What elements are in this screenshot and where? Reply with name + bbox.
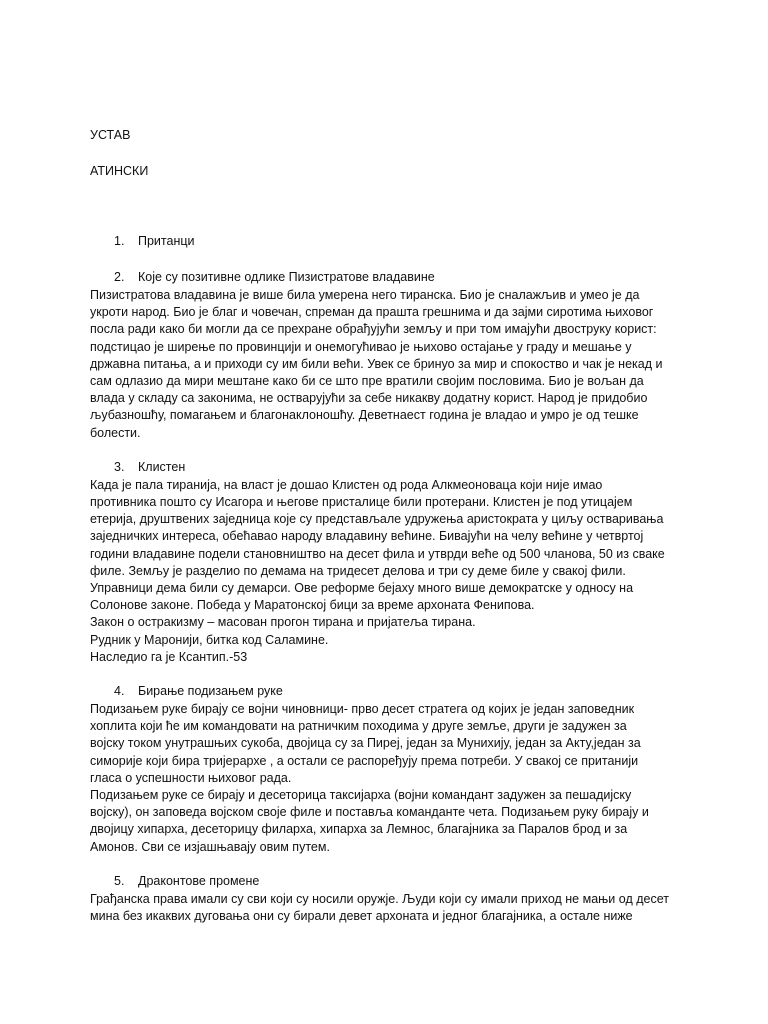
paragraph-line: државна питања, а и приходи су им били већи. Увек се бринуо за мир и спокоство и чак је некад и bbox=[90, 356, 663, 371]
section-4 bbox=[90, 682, 690, 856]
paragraph-line: сам одлазио да мири мештане како би се што пре вратили својим пословима. Био је вољан да bbox=[90, 374, 644, 389]
paragraph-line: болести. bbox=[90, 425, 141, 440]
document-page bbox=[90, 126, 690, 941]
paragraph-line: љубазношћу, помагањем и благонаклоношћу. Деветнаест година је владао и умро је од тешке bbox=[90, 408, 639, 423]
section-heading bbox=[90, 682, 690, 700]
section-paragraph bbox=[90, 477, 690, 666]
paragraph-line: етерија, друштвених заједница које су представљале удружења аристократа у циљу остваривања bbox=[90, 512, 664, 527]
document-subtitle: АТИНСКИ bbox=[90, 164, 149, 178]
section-2 bbox=[90, 268, 690, 442]
section-heading bbox=[90, 458, 690, 476]
paragraph-line: Амонов. Сви се изјашњавају овим путем. bbox=[90, 839, 330, 854]
paragraph-line: Наследио га је Ксантип.-53 bbox=[90, 649, 248, 664]
section-number: 2. bbox=[114, 270, 125, 284]
section-paragraph bbox=[90, 891, 690, 925]
paragraph-line: мина без икаквих дуговања они су бирали девет архоната и једног благајника, а остале ниже bbox=[90, 909, 633, 924]
document-title: УСТАВ bbox=[90, 128, 131, 142]
paragraph-line: хоплита који ће им командовати на ратничким походима у друге земље, други је задужен за bbox=[90, 719, 627, 734]
paragraph-line: симорије који бира тријерархе , а остали се распоређују према потреби. У свакој се пританији bbox=[90, 753, 639, 768]
paragraph-line: двојицу хипарха, десеторицу филарха, хипарха за Лемнос, благајника за Паралов брод и за bbox=[90, 822, 628, 837]
paragraph-line: посла ради како би могли да се прехране обрађујући земљу и при том имајући двоструку корист: bbox=[90, 322, 657, 337]
paragraph-line: заједничких интереса, обећавао народу владавину већине. Бивајући на челу већине у четвртој bbox=[90, 529, 644, 544]
section-heading bbox=[90, 232, 690, 250]
paragraph-line: Закон о остракизму – масован прогон тирана и пријатеља тирана. bbox=[90, 615, 476, 630]
section-heading-text: Бирање подизањем руке bbox=[138, 684, 283, 699]
paragraph-line: години владавине подели становништво на десет фила и утврди веће од 500 чланова, 50 из сваке bbox=[90, 546, 665, 561]
section-paragraph bbox=[90, 701, 690, 856]
sections-container bbox=[90, 232, 690, 925]
section-1 bbox=[90, 232, 690, 250]
paragraph-line: Солонове законе. Победа у Маратонској бици за време архоната Фенипова. bbox=[90, 598, 535, 613]
paragraph-line: укроти народ. Био је благ и човечан, спреман да прашта грешнима и да зајми сиротима њиховог bbox=[90, 305, 654, 320]
paragraph-line: Подизањем руке се бирају и десеторица таксијарха (војни командант задужен за пешадијску bbox=[90, 788, 632, 803]
section-number: 4. bbox=[114, 684, 125, 699]
section-5 bbox=[90, 872, 690, 925]
paragraph-line: противника пошто су Исагора и његове присталице били протерани. Клистен је под утицајем bbox=[90, 495, 633, 510]
paragraph-line: војску током унутрашњих сукоба, двојица су за Пиреј, један за Мунихију, један за Акту,један за bbox=[90, 736, 641, 751]
section-heading bbox=[90, 872, 690, 890]
paragraph-line: Рудник у Маронији, битка код Саламине. bbox=[90, 632, 329, 647]
paragraph-line: војску), он заповеда војском своје филе и поставља команданте чета. Подизањем руку бирају и bbox=[90, 805, 649, 820]
paragraph-line: Пизистратова владавина је више била умерена него тиранска. Био је сналажљив и умео је да bbox=[90, 288, 640, 302]
section-number: 1. bbox=[114, 234, 125, 248]
section-heading-text: Које су позитивне одлике Пизистратове владавине bbox=[138, 270, 435, 284]
paragraph-line: филе. Земљу је разделио по демама на тридесет делова и три су деме биле у свакој фили. bbox=[90, 563, 626, 578]
paragraph-line: влада у складу са законима, не остварујући за себе никакву додатну корист. Народ је придобио bbox=[90, 391, 648, 406]
section-heading-text: Клистен bbox=[138, 459, 186, 474]
section-paragraph bbox=[90, 287, 690, 442]
paragraph-line: Када је пала тиранија, на власт је дошао Клистен од рода Алкмеоноваца који није имао bbox=[90, 477, 603, 492]
paragraph-line: Грађанска права имали су сви који су носили оружје. Људи који су имали приход не мањи од десет bbox=[90, 891, 669, 906]
paragraph-line: Управници дема били су демарси. Ове реформе бејаху много више демократске у односу на bbox=[90, 581, 634, 596]
section-number: 5. bbox=[114, 873, 125, 888]
paragraph-line: гласа о успешности њиховог рада. bbox=[90, 770, 292, 785]
section-3 bbox=[90, 458, 690, 666]
section-number: 3. bbox=[114, 459, 125, 474]
section-heading-text: Драконтове промене bbox=[138, 873, 260, 888]
paragraph-line: подстицао је ширење по провинцији и онемогућивао је њихово остајање у граду и мешање у bbox=[90, 339, 632, 354]
section-heading-text: Пританци bbox=[138, 234, 195, 248]
paragraph-line: Подизањем руке бирају се војни чиновници- прво десет стратега од којих је један заповедник bbox=[90, 702, 635, 717]
section-heading bbox=[90, 268, 690, 286]
